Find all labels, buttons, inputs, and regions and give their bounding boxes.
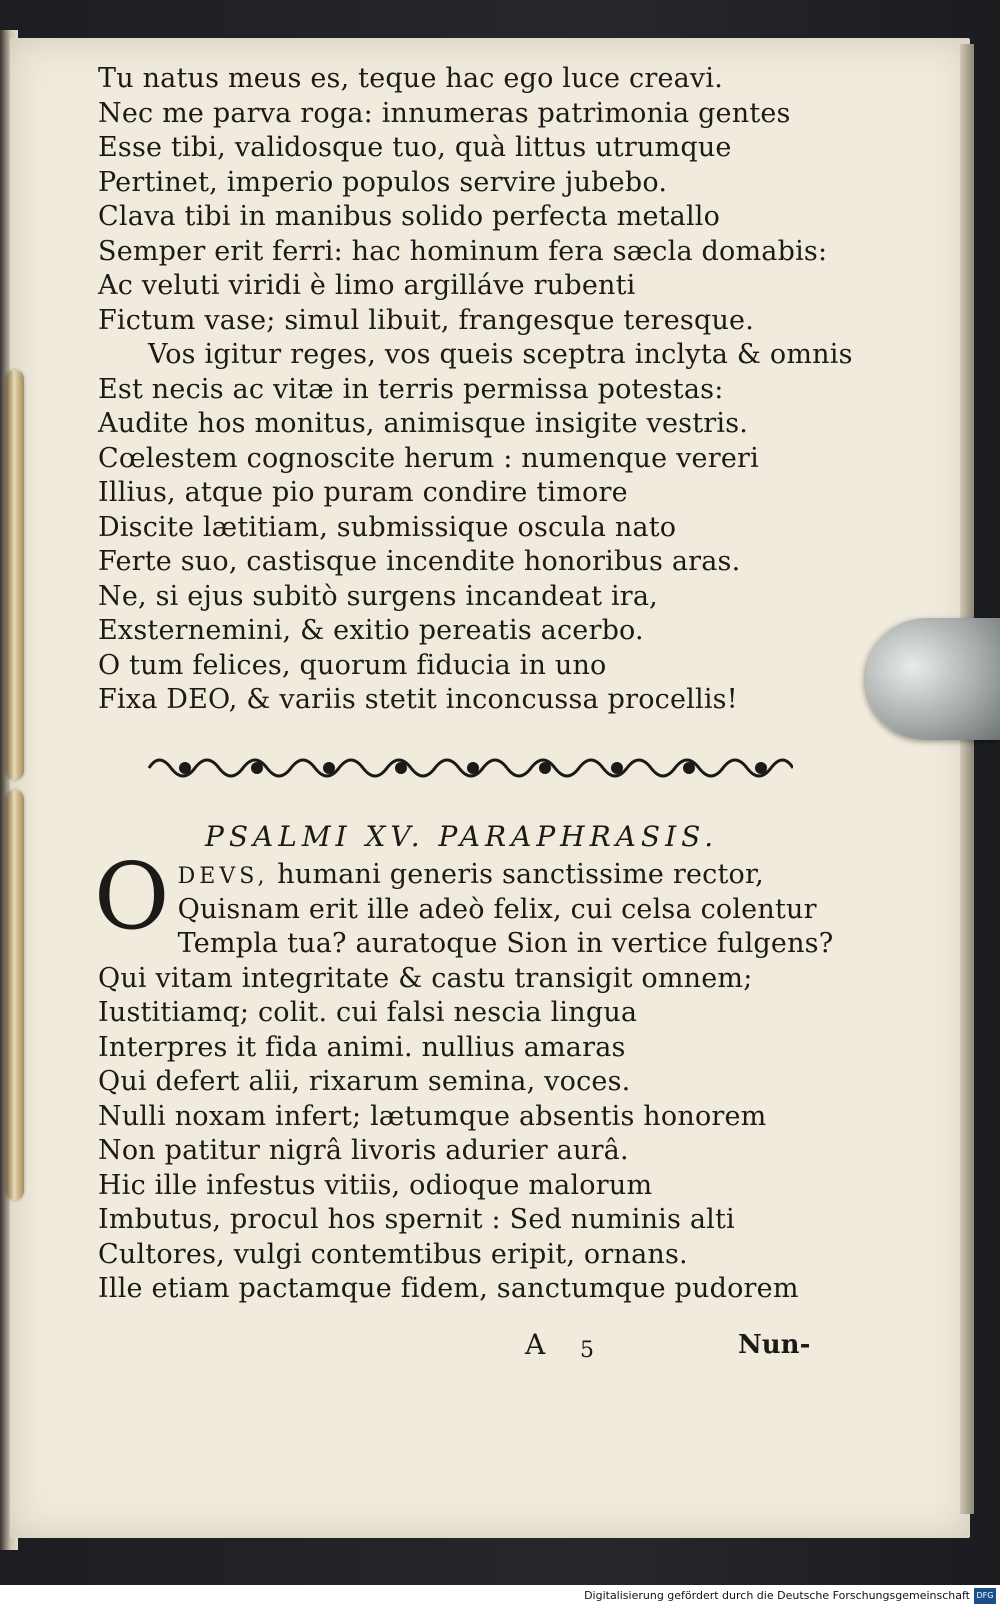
verse-line: Non patitur nigrâ livoris adurier aurâ.: [98, 1135, 629, 1166]
verse-line: Est necis ac vitæ in terris permissa potestas:: [98, 373, 724, 405]
drop-cap: O: [94, 843, 170, 950]
verse-line: Hic ille infestus vitiis, odioque malorum: [98, 1169, 653, 1201]
dfg-logo: DFG: [974, 1588, 996, 1604]
verse-line: Fixa DEO, & variis stetit inconcussa procellis!: [98, 684, 738, 715]
verse-line: Interpres it fida animi. nullius amaras: [98, 1031, 626, 1063]
verse-line: Audite hos monitus, animisque insigite vestris.: [98, 408, 749, 439]
verse-line: Clava tibi in manibus solido perfecta metallo: [98, 201, 721, 232]
signature-number: 5: [580, 1338, 594, 1363]
verse-block-2: [94, 843, 834, 1307]
verse-line: Ferte suo, castisque incendite honoribus aras.: [98, 546, 741, 577]
binding-cord-top: [6, 370, 24, 780]
verse-line: Exsternemini, & exitio pereatis acerbo.: [98, 615, 644, 646]
verse-line: Fictum vase; simul libuit, frangesque teresque.: [98, 304, 755, 336]
verse-line-first: [98, 858, 818, 893]
catchword: Nun-: [738, 1330, 811, 1360]
verse-line: Qui vitam integritate & castu transigit omnem;: [98, 962, 753, 994]
verse-line: Iustitiamq; colit. cui falsi nescia lingua: [98, 997, 638, 1028]
verse-line: Illius, atque pio puram condire timore: [98, 477, 628, 508]
verse-line: Semper erit ferri: hac hominum fera sæcla domabis:: [98, 235, 828, 267]
signature-mark: A: [525, 1328, 546, 1361]
verse-line: Nulli noxam infert; lætumque absentis honorem: [98, 1100, 767, 1132]
binding-cord-bottom: [6, 790, 24, 1200]
page-clip: [866, 618, 1000, 740]
verse-line: O tum felices, quorum fiducia in uno: [98, 649, 607, 681]
page-right-edge: [960, 44, 974, 1514]
verse-line: Cultores, vulgi contemtibus eripit, ornans.: [98, 1238, 688, 1270]
verse-line: Cœlestem cognoscite herum : numenque vereri: [98, 442, 759, 474]
verse-line: Qui defert alii, rixarum semina, voces.: [98, 1066, 631, 1097]
verse-line: Templa tua? auratoque Sion in vertice fulgens?: [177, 928, 834, 959]
footer-credit: Digitalisierung gefördert durch die Deutsche Forschungsgemeinschaft: [584, 1589, 970, 1602]
verse-line: Esse tibi, validosque tuo, quà littus utrumque: [98, 132, 732, 163]
verse-line: Imbutus, procul hos spernit : Sed numinis alti: [98, 1204, 735, 1235]
verse-line: Ne, si ejus subitò surgens incandeat ira,: [98, 580, 658, 612]
verse-block-1: [98, 62, 853, 718]
verse-line: Ac veluti viridi è limo argilláve rubenti: [98, 270, 636, 301]
smallcaps-deus: DEVS,: [177, 864, 269, 889]
verse-line: Discite lætitiam, submissique oscula nato: [98, 511, 677, 543]
verse-line: Vos igitur reges, vos queis sceptra inclyta & omnis: [148, 339, 853, 370]
ornament-border: [145, 748, 793, 788]
section-heading: PSALMI XV. PARAPHRASIS.: [205, 820, 719, 853]
first-line-text: humani generis sanctissime rector,: [268, 859, 764, 890]
verse-line: Quisnam erit ille adeò felix, cui celsa colentur: [177, 893, 817, 925]
verse-line: Tu natus meus es, teque hac ego luce creavi.: [98, 63, 723, 94]
verse-line: Pertinet, imperio populos servire jubebo.: [98, 166, 668, 198]
footer-bar: [0, 1585, 1000, 1609]
verse-line: Ille etiam pactamque fidem, sanctumque pudorem: [98, 1273, 799, 1304]
verse-line: Nec me parva roga: innumeras patrimonia gentes: [98, 97, 791, 129]
